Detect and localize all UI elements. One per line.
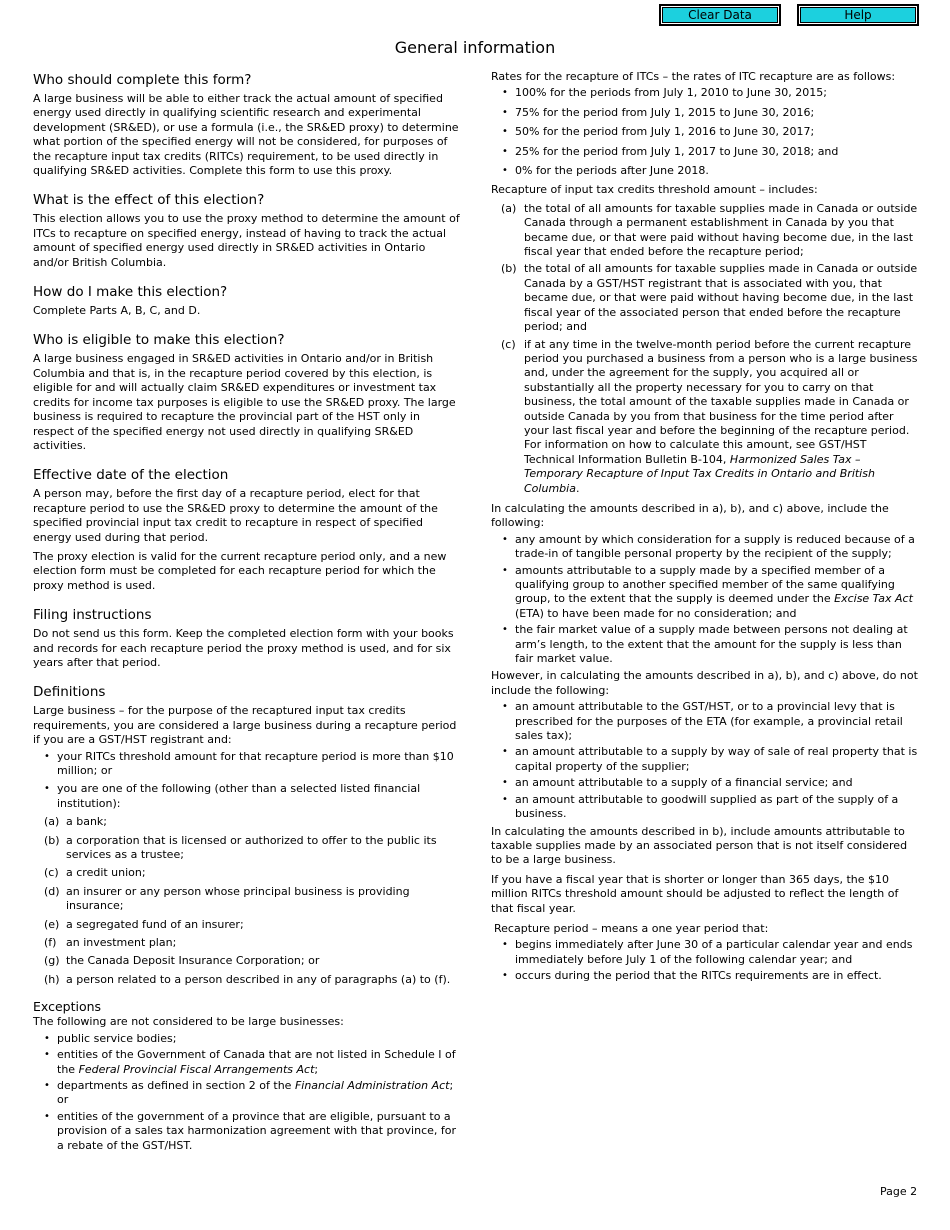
section-heading-who-complete: Who should complete this form?: [33, 72, 252, 88]
paragraph-filing: Do not send us this form. Keep the completed election form with your books and records for each recapture period the proxy method is used, and for six years after that period.: [33, 627, 454, 669]
paragraph-exclude: However, in calculating the amounts described in a), b), and c) above, do not include the following:: [491, 669, 918, 697]
recapture-period-list: [491, 938, 919, 983]
list-item: [33, 834, 461, 863]
institution-list: [33, 815, 461, 987]
rates-list: [491, 86, 919, 178]
list-label: (e): [44, 917, 60, 931]
list-text: the total of all amounts for taxable supplies made in Canada or outside Canada through a permanent establishment in Canada by you that became due, or that were paid without having become due, in the last fiscal year that ended before the recapture period;: [524, 201, 918, 259]
section-heading-filing: Filing instructions: [33, 607, 152, 624]
list-label: (b): [44, 833, 60, 847]
list-item: • an amount attributable to a supply by way of sale of real property that is capital property of the supplier;: [491, 745, 919, 774]
paragraph-effective-date-2: The proxy election is valid for the current recapture period only, and a new election form must be completed for each recapture period for which the proxy method is used.: [33, 549, 447, 592]
paragraph-large-business: Large business – for the purpose of the recaptured input tax credits requirements, you are considered a large business during a recapture period if you are a GST/HST registrant and:: [33, 704, 457, 747]
section-heading-effect: What is the effect of this election?: [33, 192, 265, 209]
list-item: • an amount attributable to goodwill supplied as part of the supply of a business.: [491, 793, 919, 822]
exclude-list: [491, 700, 919, 821]
list-item: • entities of the Government of Canada that are not listed in Schedule I of the Federal Provincial Fiscal Arrangements Act;: [33, 1048, 461, 1077]
list-item: [33, 885, 461, 914]
list-label: (a): [501, 201, 517, 215]
paragraph-fiscal-year: If you have a fiscal year that is shorter or longer than 365 days, the $10 million RITCs threshold amount should be adjusted to reflect the length of that fiscal year.: [491, 872, 899, 915]
list-item: • 0% for the periods after June 2018.: [491, 164, 919, 178]
list-text: an insurer or any person whose principal business is providing insurance;: [66, 884, 410, 913]
help-button[interactable]: Help: [797, 4, 919, 26]
list-item: • the fair market value of a supply made between persons not dealing at arm’s length, to the extent that the amount for the supply is less than fair market value.: [491, 623, 919, 666]
list-label: (c): [501, 337, 516, 351]
section-heading-definitions: Definitions: [33, 684, 106, 701]
clear-data-button[interactable]: Clear Data: [659, 4, 781, 26]
list-item: • 25% for the period from July 1, 2017 to June 30, 2018; and: [491, 145, 919, 159]
paragraph-recapture-period: Recapture period – means a one year period that:: [494, 921, 769, 935]
list-item: (c) if at any time in the twelve-month period before the current recapture period you purchased a business from a person who is a large business and, under the agreement for the supply, you acquired all or substantially all the property necessary for you to carry on that business, the total amount of the taxable supplies made in Canada or outside Canada by you from that business for the time period after your last fiscal year and before the beginning of the recapture period. For information on how to calculate this amount, see GST/HST Technical Information Bulletin B-104, Harmonized Sales Tax – Temporary Recapture of Input Tax Credits in Ontario and British Columbia.: [501, 337, 918, 495]
list-text: a bank;: [66, 815, 108, 829]
list-text: a person related to a person described in any of paragraphs (a) to (f).: [66, 972, 451, 986]
list-item: • an amount attributable to the GST/HST, or to a provincial levy that is prescribed for the purposes of the ETA (for example, a provincial retail sales tax);: [491, 700, 919, 743]
list-item: [33, 815, 461, 829]
paragraph-how: Complete Parts A, B, C, and D.: [33, 304, 201, 318]
list-item: • an amount attributable to a supply of a financial service; and: [491, 776, 919, 790]
paragraph-threshold: Recapture of input tax credits threshold amount – includes:: [491, 183, 818, 197]
list-item: [33, 866, 461, 880]
paragraph-associated: In calculating the amounts described in b), include amounts attributable to taxable supplies made by an associated person that is not itself considered to be a large business.: [491, 824, 908, 867]
section-heading-exceptions: Exceptions: [33, 999, 102, 1015]
threshold-list: [491, 202, 919, 496]
list-item: • begins immediately after June 30 of a particular calendar year and ends immediately before July 1 of the following calendar year; and: [491, 938, 919, 967]
list-item: • amounts attributable to a supply made by a specified member of a qualifying group to another specified member of the same qualifying group, to the extent that the supply is deemed under the Excise Tax Act (ETA) to have been made for no consideration; and: [491, 564, 919, 622]
list-label: (f): [44, 936, 57, 950]
list-item: [491, 202, 919, 260]
include-list: [491, 533, 919, 667]
section-heading-eligible: Who is eligible to make this election?: [33, 332, 285, 349]
section-heading-effective-date: Effective date of the election: [33, 467, 229, 484]
list-item: • you are one of the following (other than a selected listed financial institution):: [33, 782, 461, 811]
exceptions-list: [33, 1032, 461, 1153]
list-item: [33, 954, 461, 968]
large-business-criteria: [33, 750, 461, 812]
list-label: (b): [501, 262, 517, 276]
list-item: [33, 936, 461, 950]
list-text: a corporation that is licensed or authorized to offer to the public its services as a trustee;: [66, 833, 437, 862]
list-item: • occurs during the period that the RITCs requirements are in effect.: [491, 969, 919, 983]
list-label: (a): [44, 815, 60, 829]
paragraph-include: In calculating the amounts described in a), b), and c) above, include the following:: [491, 501, 889, 530]
list-item: • public service bodies;: [33, 1032, 461, 1046]
list-label: (h): [44, 972, 60, 986]
list-text: the Canada Deposit Insurance Corporation; or: [66, 954, 320, 968]
paragraph-who-complete: A large business will be able to either track the actual amount of specified energy used directly in qualifying scientific research and experimental development (SR&ED), or use a formula (i.e., the SR&ED proxy) to determine what portion of the specified energy will not be considered, for purposes of the recapture input tax credits (RITCs) requirement, to be used directly in qualifying SR&ED activities. Complete this form to use this proxy.: [33, 92, 459, 178]
section-heading-how: How do I make this election?: [33, 284, 228, 301]
left-column: [33, 70, 461, 1156]
list-item: • entities of the government of a province that are eligible, pursuant to a provision of a sales tax harmonization agreement with that province, for a rebate of the GST/HST.: [33, 1110, 461, 1153]
list-label: (g): [44, 954, 60, 968]
list-label: (c): [44, 866, 59, 880]
list-text: an investment plan;: [66, 936, 177, 950]
list-item: • any amount by which consideration for a supply is reduced because of a trade-in of tangible personal property by the recipient of the supply;: [491, 533, 919, 562]
list-item: • departments as defined in section 2 of the Financial Administration Act; or: [33, 1079, 461, 1108]
list-item: [491, 262, 919, 334]
list-text: the total of all amounts for taxable supplies made in Canada or outside Canada by a GST/HST registrant that is associated with you, that became due, or that were paid without having become due, in the last fiscal year of the associated person that ended before the recapture period; and: [524, 262, 918, 334]
list-text: a credit union;: [66, 866, 146, 880]
page-title: General information: [394, 38, 556, 57]
page-number: Page 2: [880, 1185, 918, 1198]
list-item: • 50% for the period from July 1, 2016 to June 30, 2017;: [491, 125, 919, 139]
list-item: [33, 918, 461, 932]
paragraph-eligible: A large business engaged in SR&ED activities in Ontario and/or in British Columbia and that is, in the recapture period covered by this election, is eligible for and will actually claim SR&ED expenditures or investment tax credits for income tax purposes is eligible to use the SR&ED proxy. The large business is required to recapture the provincial part of the HST only in respect of the specified energy not used directly in qualifying SR&ED activities.: [33, 352, 456, 452]
paragraph-rates: Rates for the recapture of ITCs – the rates of ITC recapture are as follows:: [491, 70, 896, 83]
right-column: [491, 70, 919, 987]
list-item: • your RITCs threshold amount for that recapture period is more than $10 million; or: [33, 750, 461, 779]
list-item: • 100% for the periods from July 1, 2010 to June 30, 2015;: [491, 86, 919, 100]
list-item: • 75% for the period from July 1, 2015 to June 30, 2016;: [491, 106, 919, 120]
paragraph-effect: This election allows you to use the proxy method to determine the amount of ITCs to recapture on specified energy, instead of having to track the actual amount of specified energy used directly in SR&ED activities in Ontario and/or British Columbia.: [33, 212, 460, 269]
list-item: [33, 973, 461, 987]
list-text: a segregated fund of an insurer;: [66, 917, 244, 931]
paragraph-exceptions: The following are not considered to be large businesses:: [33, 1015, 344, 1029]
list-label: (d): [44, 884, 60, 898]
paragraph-effective-date-1: A person may, before the first day of a recapture period, elect for that recapture period to use the SR&ED proxy to determine the amount of the specified provincial input tax credit to recapture in respect of specified energy used during that period.: [33, 487, 438, 544]
